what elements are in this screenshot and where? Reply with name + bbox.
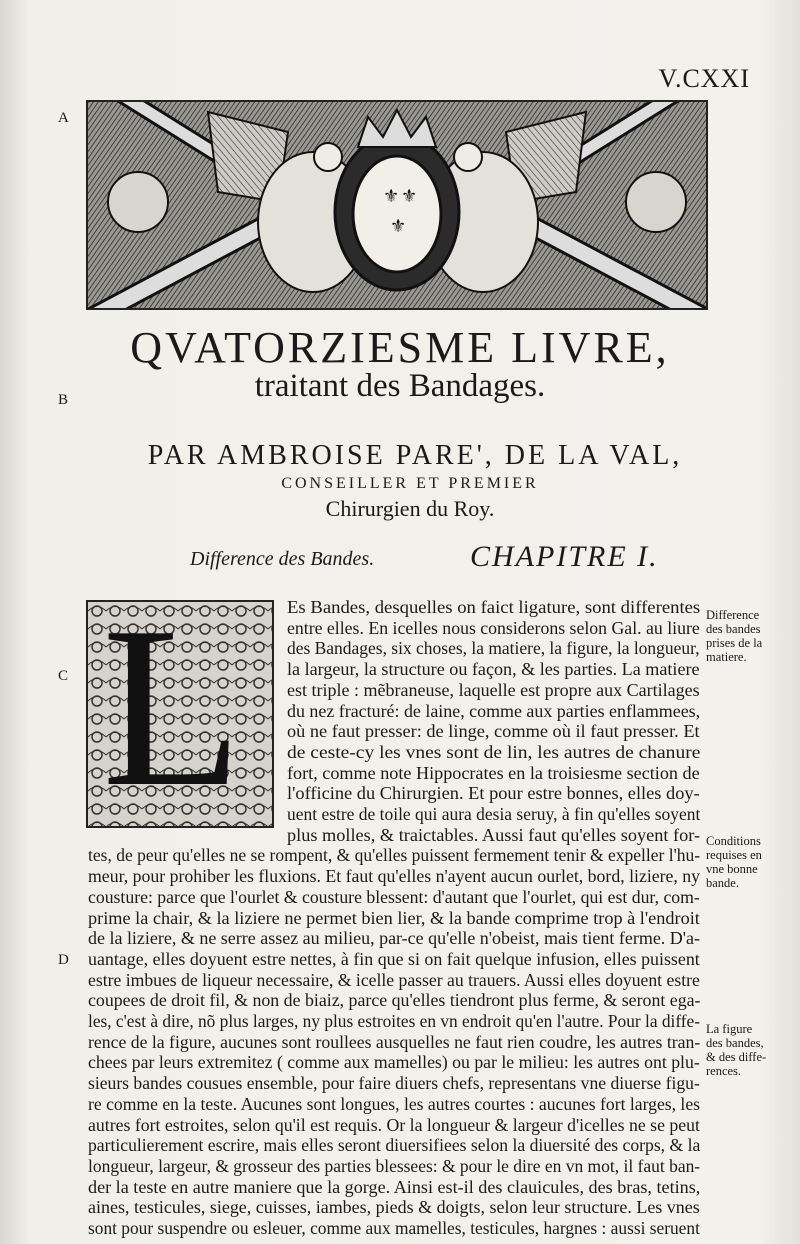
side-note-line: des bandes, (706, 1036, 764, 1050)
text-line: est triple : mẽbraneuse, laquelle est propre aux Cartilages (287, 679, 700, 700)
side-note-line: Conditions (706, 834, 761, 848)
text-line: sont pour suspendre ou esleuer, comme aux mamelles, testicules, hargnes : aussi seruent (88, 1218, 700, 1238)
text-line: entre elles. En icelles nous considerons selon Gal. au liure (287, 617, 700, 638)
author-office-line: Chirurgien du Roy. (325, 496, 495, 521)
text-line: coupees de droit fil, & non de biaiz, parce qu'elles tiendront plus ferme, & seront ega- (88, 990, 701, 1011)
text-line: tes, de peur qu'elles ne se rompent, & qu'elles puissent fermement tenir & expeller l'hu- (88, 845, 701, 866)
svg-text:⚜: ⚜ (401, 186, 418, 207)
text-line: longueur, largeur, & grosseur des parties blessees: & pour le dire en vn mot, il faut ban- (88, 1155, 701, 1176)
text-line: où ne faut presser: de linge, comme où il faut presser. Et (287, 721, 700, 742)
headpiece-ornament (86, 100, 708, 310)
text-line: chees par leurs extremitez ( comme aux mamelles) ou par le milieu: les autres ont plu- (88, 1052, 700, 1073)
text-line: uent estre de toile qui aura desia seruy, à fin qu'elles soyent (287, 804, 701, 824)
margin-letter-a: A (58, 110, 69, 126)
text-line: meur, pour prohiber les fluxions. Et faut qu'elles n'ayent aucun ourlet, bord, liziere, ny (88, 866, 701, 887)
side-note-line: prises de la (706, 636, 763, 650)
side-note-line: bande. (706, 876, 739, 890)
margin-letter-c: C (58, 668, 69, 684)
decorated-initial (86, 600, 274, 828)
author-line: PAR AMBROISE PARE', DE LA VAL, (147, 440, 683, 471)
text-line: aines, testicules, siege, cuisses, iambes, pieds & doigts, selon leur structure. Les vnes (88, 1197, 700, 1218)
text-line: cousture: parce que l'ourlet & cousture blessent: d'autant que l'ourlet, qui est dur, com- (88, 886, 700, 907)
side-note (706, 608, 796, 664)
margin-letter-b: B (58, 392, 69, 408)
text-line: uantage, elles doyuent estre nettes, à fin que si on fait quelque infusion, elles puissent (88, 948, 700, 969)
side-note-line: rences. (706, 1064, 742, 1078)
side-note-line: & des diffe- (706, 1050, 767, 1064)
text-line: re comme en la teste. Aucunes sont longues, les autres courtes : aucunes fort larges, les (88, 1093, 700, 1114)
side-note-line: requises en (706, 848, 762, 862)
author-title-line: CONSEILLER ET PREMIER (281, 475, 539, 492)
text-line: de la liziere, & ne serre assez au milieu, par-ce qu'elle n'obeist, mais tient ferme. D'a- (88, 928, 700, 949)
text-line: prime la chair, & la liziere ne permet bien lier, & la bande comprime trop à l'endroit (88, 907, 700, 928)
chapter-heading: Difference des Bandes. (190, 548, 375, 570)
text-line: de ceste-cy les vnes sont de lin, les autres de chanure (287, 741, 701, 762)
text-line: l'officine du Chirurgien. Et pour estre bonnes, elles doy- (287, 783, 700, 804)
text-line: du nez fracturé: de laine, comme aux parties enflammees, (287, 700, 701, 721)
side-note-line: vne bonne (706, 862, 758, 876)
text-line: particulierement escrire, mais elles seront diuersifiees selon la diuersité des corps, & la (88, 1135, 701, 1156)
svg-text:⚜: ⚜ (383, 186, 400, 207)
side-note (706, 834, 796, 890)
side-note (706, 1022, 796, 1078)
text-line: Es Bandes, desquelles on faict ligature, sont differentes (287, 597, 701, 617)
book-title: QVATORZIESME LIVRE, (130, 323, 670, 372)
text-line: les, c'est à dire, nõ plus larges, ny plus estroites en vn endroit qu'en l'autre. Pour la diffe- (88, 1011, 701, 1031)
text-line: fort, comme note Hippocrates en la troisiesme section de (287, 762, 700, 783)
text-line: la largeur, la structure ou façon, & les parties. La matiere (287, 659, 700, 680)
book-subtitle: traitant des Bandages. (254, 368, 546, 404)
margin-letter-d: D (58, 952, 69, 968)
side-note-line: Difference (706, 608, 760, 622)
text-line: plus molles, & traictables. Aussi faut qu'elles soyent for- (287, 824, 701, 845)
text-line: sieurs bandes cousues ensemble, pour faire diuers chefs, representans vne diuerse figu- (88, 1073, 700, 1094)
text-line: estre imbues de liqueur necessaire, & icelle passer au trauers. Aussi elles doyuent estre (88, 969, 700, 990)
side-note-line: des bandes (706, 622, 761, 636)
svg-text:⚜: ⚜ (390, 216, 407, 237)
text-line: rence de la figure, aucunes sont roullees ausquelles ne faut rien coudre, les autres tran- (88, 1031, 701, 1052)
text-line: autres fort estroites, selon qu'il est requis. Or la longueur & largeur d'icelles ne se peut (88, 1114, 700, 1135)
chapter-number: CHAPITRE I. (470, 540, 659, 573)
text-line: des Bandages, six choses, la matiere, la figure, la longueur, (287, 638, 700, 659)
text-line: der la teste en autre maniere que la gorge. Ainsi est-il des clauicules, des bras, tetins, (88, 1176, 701, 1197)
side-note-line: matiere. (706, 650, 747, 664)
folio-number: V.CXXI (658, 64, 750, 93)
side-note-line: La figure (706, 1022, 753, 1036)
dropcap-letter: L (102, 600, 243, 828)
